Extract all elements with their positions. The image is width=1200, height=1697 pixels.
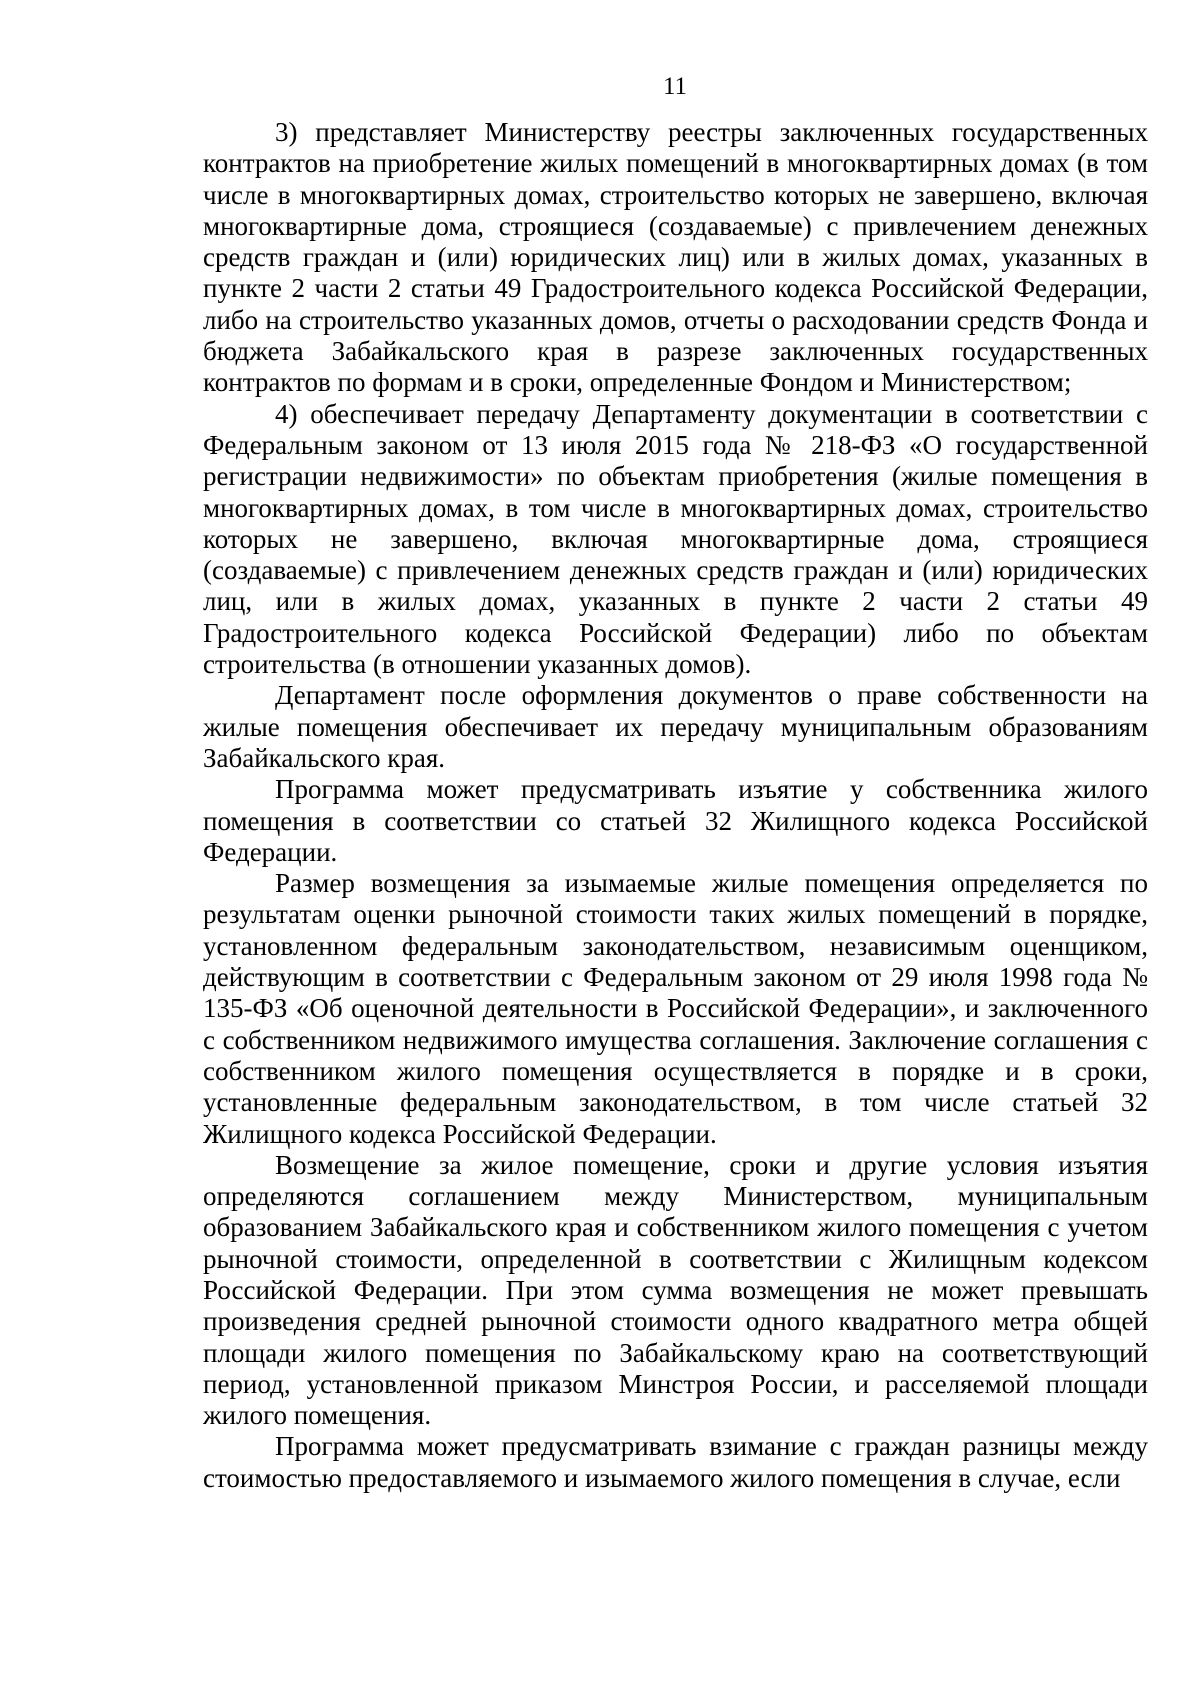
paragraph-item-4: 4) обеспечивает передачу Департаменту документации в соответствии с Федеральным законом от 13 июля 2015 года № 218-ФЗ «О государственной регистрации недвижимости» по объектам приобретения (жилые помещения в многоквартирных домах, в том числе в многоквартирных домах, строительство которых не завершено, включая многоквартирные дома, строящиеся (создаваемые) с привлечением денежных средств граждан и (или) юридических лиц, или в жилых домах, указанных в пункте 2 части 2 статьи 49 Градостроительного кодекса Российской Федерации) либо по объектам строительства (в отношении указанных домов).	[203, 398, 1148, 680]
paragraph-item-3: 3) представляет Министерству реестры заключенных государственных контрактов на приобретение жилых помещений в многоквартирных домах (в том числе в многоквартирных домах, строительство которых не завершено, включая многоквартирные дома, строящиеся (создаваемые) с привлечением денежных средств граждан и (или) юридических лиц) или в жилых домах, указанных в пункте 2 части 2 статьи 49 Градостроительного кодекса Российской Федерации, либо на строительство указанных домов, отчеты о расходовании средств Фонда и бюджета Забайкальского края в разрезе заключенных государственных контрактов по формам и в сроки, определенные Фондом и Министерством;	[203, 117, 1148, 398]
paragraph-compensation-size: Размер возмещения за изымаемые жилые помещения определяется по результатам оценки рыночной стоимости таких жилых помещений в порядке, установленном федеральным законодательством, независимым оценщиком, действующим в соответствии с Федеральным законом от 29 июля 1998 года № 135-ФЗ «Об оценочной деятельности в Российской Федерации», и заключенного с собственником недвижимого имущества соглашения. Заключение соглашения с собственником жилого помещения осуществляется в порядке и в сроки, установленные федеральным законодательством, в том числе статьей 32 Жилищного кодекса Российской Федерации.	[203, 868, 1148, 1149]
paragraph-compensation-terms: Возмещение за жилое помещение, сроки и другие условия изъятия определяются соглашением между Министерством, муниципальным образованием Забайкальского края и собственником жилого помещения с учетом рыночной стоимости, определенной в соответствии с Жилищным кодексом Российской Федерации. При этом сумма возмещения не может превышать произведения средней рыночной стоимости одного квадратного метра общей площади жилого помещения по Забайкальскому краю на соответствующий период, установленной приказом Минстроя России, и расселяемой площади жилого помещения.	[203, 1149, 1148, 1431]
page-number: 11	[662, 73, 688, 100]
paragraph-price-difference: Программа может предусматривать взимание с граждан разницы между стоимостью предоставляемого и изымаемого жилого помещения в случае, если	[203, 1431, 1148, 1493]
document-body	[203, 117, 1148, 1494]
paragraph-seizure: Программа может предусматривать изъятие у собственника жилого помещения в соответствии со статьей 32 Жилищного кодекса Российской Федерации.	[203, 774, 1148, 867]
paragraph-department-transfer: Департамент после оформления документов о праве собственности на жилые помещения обеспечивает их передачу муниципальным образованиям Забайкальского края.	[203, 680, 1148, 773]
